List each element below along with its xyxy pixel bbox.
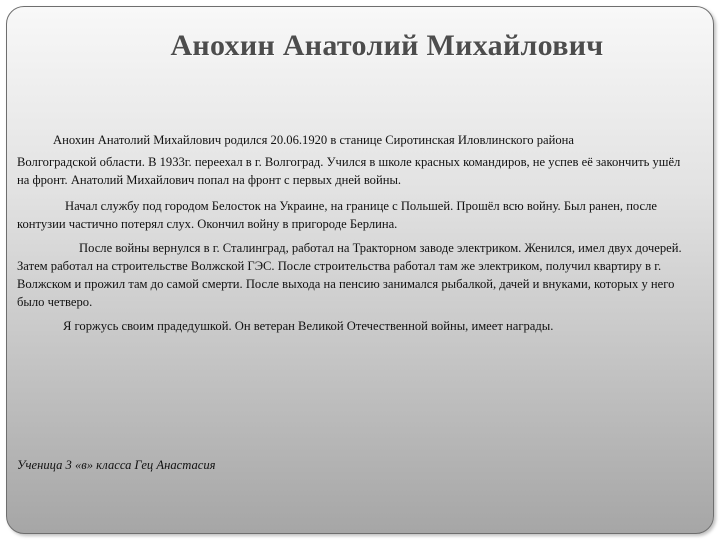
paragraph-after-war: После войны вернулся в г. Сталинград, работал на Тракторном заводе электриком. Женился, имел двух дочерей. Затем работал на строительстве Волжской ГЭС. После строительства работал там же электриком, получил квартиру в г. Волжском и прожил там до самой смерти. После выхода на пенсию занимался рыбалкой, дачей и внуками, которых у него было четверо. — [17, 241, 682, 309]
paragraph-war-service: Начал службу под городом Белосток на Украине, на границе с Польшей. Прошёл всю войну. Был ранен, после контузии частично потерял слух. Окончил войну в пригороде Берлина. — [17, 199, 658, 231]
paragraph-birth — [17, 131, 693, 189]
paragraph-pride: Я горжусь своим прадедушкой. Он ветеран Великой Отечественной войны, имеет награды. — [63, 319, 554, 333]
slide — [6, 6, 714, 534]
paragraph-birth-rest: Волгоградской области. В 1933г. переехал в г. Волгоград. Учился в школе красных командиров, не успев её закончить ушёл на фронт. Анатолий Михайлович попал на фронт с первых дней войны. — [17, 155, 681, 187]
slide-title: Анохин Анатолий Михайлович — [170, 29, 604, 62]
author-signature: Ученица 3 «в» класса Гец Анастасия — [17, 458, 216, 472]
paragraph-birth-first-line: Анохин Анатолий Михайлович родился 20.06.1920 в станице Сиротинская Иловлинского района — [53, 133, 575, 147]
slide-body — [17, 131, 693, 335]
